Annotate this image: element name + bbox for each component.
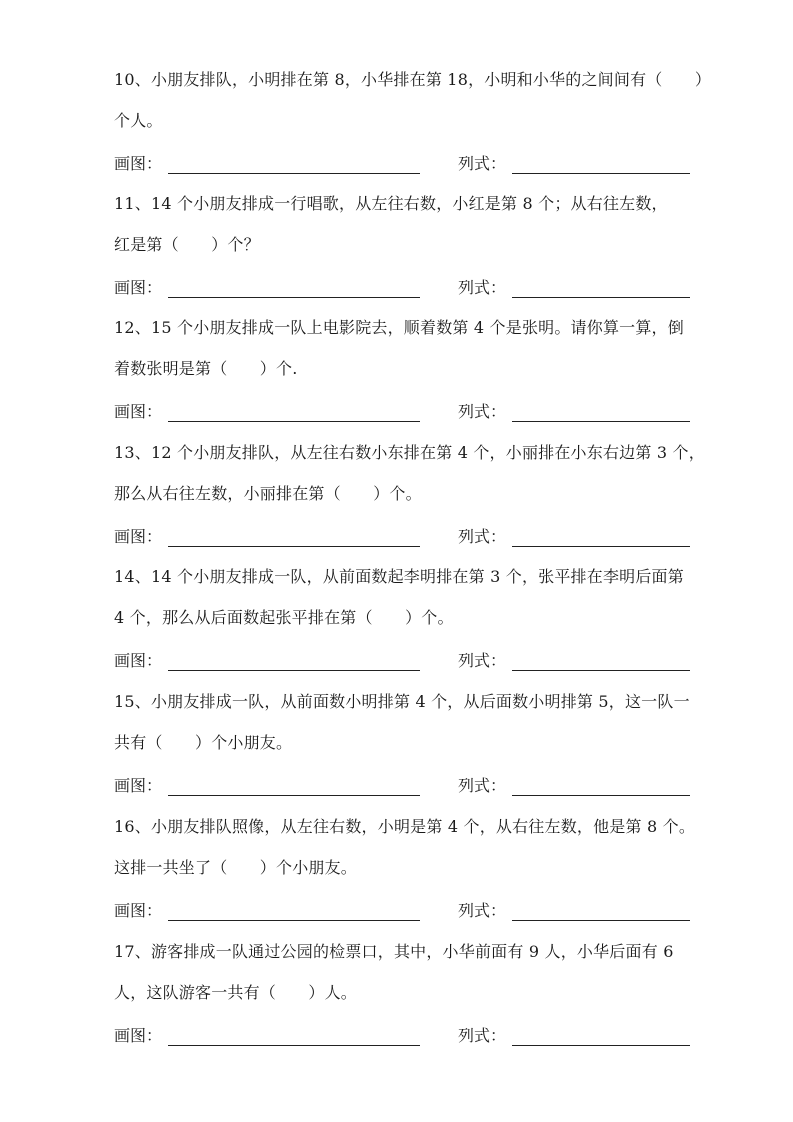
formula-answer-blank[interactable]	[512, 920, 690, 921]
formula-label: 列式：	[458, 651, 507, 670]
draw-answer-blank[interactable]	[168, 297, 420, 298]
formula-label: 列式：	[458, 776, 507, 795]
draw-label: 画图：	[114, 154, 163, 173]
draw-answer-blank[interactable]	[168, 920, 420, 921]
problem-text-line-1: 11、14 个小朋友排成一行唱歌，从左往右数，小红是第 8 个；从右往左数，	[114, 194, 668, 213]
draw-label: 画图：	[114, 776, 163, 795]
problem-text-line-2: 共有（ ）个小朋友。	[114, 733, 293, 752]
formula-label: 列式：	[458, 1026, 507, 1045]
answer-row	[114, 527, 714, 549]
formula-label: 列式：	[458, 527, 507, 546]
problem-text-line-2: 人，这队游客一共有（ ）人。	[114, 983, 358, 1002]
problem-text-line-1: 12、15 个小朋友排成一队上电影院去，顺着数第 4 个是张明。请你算一算，倒	[114, 318, 684, 337]
answer-row	[114, 402, 714, 424]
problem-text-line-1: 14、14 个小朋友排成一队，从前面数起李明排在第 3 个，张平排在李明后面第	[114, 567, 684, 586]
draw-answer-blank[interactable]	[168, 421, 420, 422]
draw-label: 画图：	[114, 278, 163, 297]
problem-text-line-1: 10、小朋友排队，小明排在第 8，小华排在第 18，小明和小华的之间间有（ ）	[114, 70, 712, 89]
problem-text-line-1: 16、小朋友排队照像，从左往右数，小明是第 4 个，从右往左数，他是第 8 个。	[114, 817, 696, 836]
answer-row	[114, 901, 714, 923]
draw-answer-blank[interactable]	[168, 1045, 420, 1046]
draw-label: 画图：	[114, 402, 163, 421]
answer-row	[114, 1026, 714, 1048]
answer-row	[114, 278, 714, 300]
draw-label: 画图：	[114, 901, 163, 920]
draw-label: 画图：	[114, 1026, 163, 1045]
draw-answer-blank[interactable]	[168, 173, 420, 174]
formula-answer-blank[interactable]	[512, 670, 690, 671]
answer-row	[114, 651, 714, 673]
formula-answer-blank[interactable]	[512, 173, 690, 174]
answer-row	[114, 154, 714, 176]
problem-text-line-2: 红是第（ ）个？	[114, 235, 260, 254]
formula-label: 列式：	[458, 901, 507, 920]
draw-label: 画图：	[114, 651, 163, 670]
formula-label: 列式：	[458, 278, 507, 297]
formula-answer-blank[interactable]	[512, 546, 690, 547]
problem-text-line-1: 17、游客排成一队通过公园的检票口，其中，小华前面有 9 人，小华后面有 6	[114, 942, 674, 961]
problem-text-line-2: 着数张明是第（ ）个.	[114, 359, 298, 378]
answer-row	[114, 776, 714, 798]
draw-answer-blank[interactable]	[168, 546, 420, 547]
problem-text-line-2: 4 个，那么从后面数起张平排在第（ ）个。	[114, 608, 454, 627]
draw-answer-blank[interactable]	[168, 670, 420, 671]
problem-text-line-2: 个人。	[114, 111, 163, 130]
problem-text-line-2: 这排一共坐了（ ）个小朋友。	[114, 858, 358, 877]
problem-text-line-1: 13、12 个小朋友排队，从左往右数小东排在第 4 个，小丽排在小东右边第 3 个，	[114, 443, 705, 462]
draw-answer-blank[interactable]	[168, 795, 420, 796]
formula-answer-blank[interactable]	[512, 795, 690, 796]
problem-text-line-1: 15、小朋友排成一队，从前面数小明排第 4 个，从后面数小明排第 5，这一队一	[114, 692, 690, 711]
formula-answer-blank[interactable]	[512, 297, 690, 298]
formula-answer-blank[interactable]	[512, 1045, 690, 1046]
problem-text-line-2: 那么从右往左数，小丽排在第（ ）个。	[114, 484, 422, 503]
formula-label: 列式：	[458, 154, 507, 173]
draw-label: 画图：	[114, 527, 163, 546]
formula-answer-blank[interactable]	[512, 421, 690, 422]
formula-label: 列式：	[458, 402, 507, 421]
